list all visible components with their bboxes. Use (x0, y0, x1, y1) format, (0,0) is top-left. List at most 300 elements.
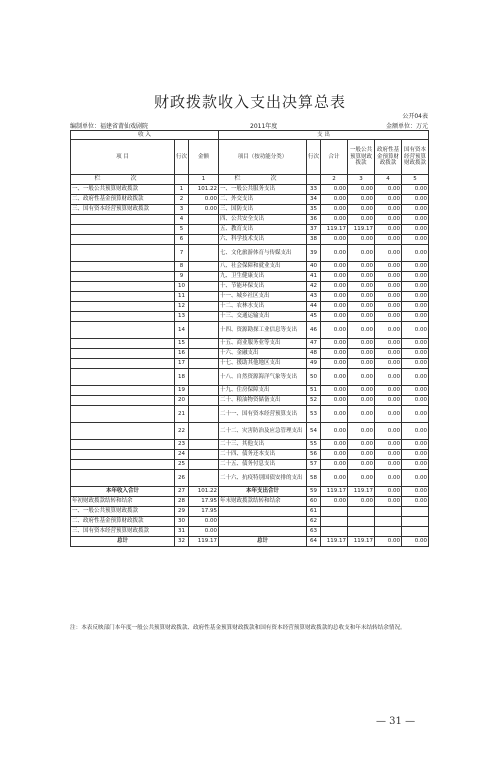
expense-state-cap: 0.00 (402, 450, 429, 460)
expense-total (321, 507, 348, 517)
income-row-no: 20 (175, 396, 189, 406)
income-row-no: 10 (175, 282, 189, 292)
expense-item: 十六、金融支出 (219, 349, 307, 359)
expense-item: 十七、援助其他地区支出 (219, 359, 307, 369)
income-item (71, 282, 175, 292)
expense-gov-fund: 0.00 (375, 497, 402, 507)
expense-general: 0.00 (348, 292, 375, 302)
report-year: 2011年度 (250, 123, 278, 130)
unit-name (70, 121, 148, 130)
income-row-no: 7 (175, 245, 189, 262)
income-item (71, 440, 175, 450)
expense-gov-fund: 0.00 (375, 359, 402, 369)
expense-item: 二十一、国有资本经营预算支出 (219, 406, 307, 423)
expense-gov-fund: 0.00 (375, 369, 402, 386)
expense-gov-fund: 0.00 (375, 396, 402, 406)
expense-item: 十二、农林水支出 (219, 302, 307, 312)
expense-item: 十九、住房保障支出 (219, 386, 307, 396)
expense-item: 二十六、抗疫特别国债安排的支出 (219, 470, 307, 487)
income-amount (189, 339, 219, 349)
expense-general: 0.00 (348, 349, 375, 359)
expense-total: 0.00 (321, 272, 348, 282)
income-item (71, 470, 175, 487)
expense-total: 0.00 (321, 322, 348, 339)
income-amount (189, 470, 219, 487)
table-row (71, 537, 429, 547)
income-row-no: 1 (175, 185, 189, 195)
income-item (71, 423, 175, 440)
expense-item: 七、文化旅游体育与传媒支出 (219, 245, 307, 262)
income-row-no: 16 (175, 349, 189, 359)
table-row (71, 339, 429, 349)
table-row (71, 450, 429, 460)
expense-row-no: 46 (307, 322, 321, 339)
income-amount (189, 369, 219, 386)
expense-state-cap: 0.00 (402, 205, 429, 215)
expense-gov-fund: 0.00 (375, 235, 402, 245)
expense-row-no: 58 (307, 470, 321, 487)
expense-general: 0.00 (348, 406, 375, 423)
income-item: 三、国有资本经营预算财政拨款 (71, 527, 175, 537)
subhead-label-2: 栏 次 (219, 175, 307, 185)
expense-total: 0.00 (321, 282, 348, 292)
expense-general: 0.00 (348, 245, 375, 262)
table-row (71, 245, 429, 262)
table-row (71, 396, 429, 406)
subhead-n3: 3 (348, 175, 375, 185)
expense-item: 十三、交通运输支出 (219, 312, 307, 322)
income-row-no: 30 (175, 517, 189, 527)
expense-item: 一、一般公共服务支出 (219, 185, 307, 195)
expense-item: 十五、商业服务业等支出 (219, 339, 307, 349)
expense-state-cap: 0.00 (402, 322, 429, 339)
expense-item: 六、科学技术支出 (219, 235, 307, 245)
income-amount: 17.95 (189, 497, 219, 507)
income-item: 一、一般公共预算财政拨款 (71, 507, 175, 517)
expense-state-cap: 0.00 (402, 272, 429, 282)
income-amount (189, 359, 219, 369)
expense-row-no: 43 (307, 292, 321, 302)
expense-general: 0.00 (348, 386, 375, 396)
table-row (71, 487, 429, 497)
income-item (71, 460, 175, 470)
expense-row-no: 34 (307, 195, 321, 205)
expense-total: 119.17 (321, 487, 348, 497)
income-row-no: 9 (175, 272, 189, 282)
table-row (71, 235, 429, 245)
income-item: 本年收入合计 (71, 487, 175, 497)
expense-total: 0.00 (321, 339, 348, 349)
table-row (71, 185, 429, 195)
col-row-no: 行次 (175, 140, 189, 175)
expense-gov-fund: 0.00 (375, 292, 402, 302)
income-amount (189, 292, 219, 302)
expense-state-cap: 0.00 (402, 302, 429, 312)
income-amount: 17.95 (189, 507, 219, 517)
expense-state-cap: 0.00 (402, 406, 429, 423)
expense-item: 二十二、灾害防治及应急管理支出 (219, 423, 307, 440)
expense-gov-fund: 0.00 (375, 245, 402, 262)
income-row-no: 6 (175, 235, 189, 245)
subhead-label: 栏 次 (71, 175, 175, 185)
income-amount (189, 450, 219, 460)
expense-state-cap (402, 527, 429, 537)
expense-general (348, 527, 375, 537)
expense-gov-fund: 0.00 (375, 537, 402, 547)
income-amount: 101.22 (189, 487, 219, 497)
subhead-n1: 1 (189, 175, 219, 185)
income-row-no: 26 (175, 470, 189, 487)
expense-gov-fund: 0.00 (375, 339, 402, 349)
expense-gov-fund (375, 527, 402, 537)
table-row (71, 386, 429, 396)
expense-row-no: 64 (307, 537, 321, 547)
expense-total: 0.00 (321, 205, 348, 215)
expense-gov-fund: 0.00 (375, 312, 402, 322)
expense-gov-fund: 0.00 (375, 302, 402, 312)
expense-state-cap: 0.00 (402, 369, 429, 386)
income-item (71, 450, 175, 460)
income-amount (189, 423, 219, 440)
expense-general: 0.00 (348, 312, 375, 322)
expense-total: 0.00 (321, 185, 348, 195)
expense-general: 119.17 (348, 487, 375, 497)
expense-gov-fund: 0.00 (375, 349, 402, 359)
income-row-no: 8 (175, 262, 189, 272)
expense-total: 0.00 (321, 302, 348, 312)
table-row (71, 507, 429, 517)
budget-table (70, 130, 429, 547)
expense-row-no: 59 (307, 487, 321, 497)
expense-general: 0.00 (348, 369, 375, 386)
income-row-no: 29 (175, 507, 189, 517)
expense-total: 0.00 (321, 312, 348, 322)
col-total: 合计 (321, 140, 348, 175)
expense-item: 年末财政拨款结转和结余 (219, 497, 307, 507)
table-row (71, 292, 429, 302)
expense-item: 二十、粮油物资储备支出 (219, 396, 307, 406)
expense-gov-fund: 0.00 (375, 185, 402, 195)
expense-total: 0.00 (321, 470, 348, 487)
expense-item: 二十三、其他支出 (219, 440, 307, 450)
expense-total: 0.00 (321, 195, 348, 205)
expense-row-no: 39 (307, 245, 321, 262)
expense-total: 0.00 (321, 235, 348, 245)
subhead-blank (175, 175, 189, 185)
income-row-no: 21 (175, 406, 189, 423)
table-row (71, 470, 429, 487)
expense-state-cap: 0.00 (402, 195, 429, 205)
table-row (71, 205, 429, 215)
expense-state-cap: 0.00 (402, 487, 429, 497)
expense-state-cap: 0.00 (402, 386, 429, 396)
expense-general: 0.00 (348, 195, 375, 205)
expense-general: 0.00 (348, 450, 375, 460)
income-row-no: 17 (175, 359, 189, 369)
expense-general: 0.00 (348, 205, 375, 215)
expense-total: 0.00 (321, 396, 348, 406)
expense-general: 0.00 (348, 440, 375, 450)
expense-item: 三、国防支出 (219, 205, 307, 215)
expense-general: 0.00 (348, 185, 375, 195)
income-item (71, 339, 175, 349)
expense-total: 0.00 (321, 215, 348, 225)
table-row (71, 215, 429, 225)
expense-item: 四、公共安全支出 (219, 215, 307, 225)
income-item (71, 245, 175, 262)
income-header: 收 入 (71, 131, 219, 140)
col-gov-fund: 政府性基金预算财政拨款 (375, 140, 402, 175)
amount-unit: 金额单位：万元 (385, 123, 428, 130)
expense-total: 0.00 (321, 359, 348, 369)
income-row-no: 25 (175, 460, 189, 470)
expense-state-cap (402, 517, 429, 527)
expense-row-no: 35 (307, 205, 321, 215)
income-row-no: 19 (175, 386, 189, 396)
expense-total (321, 517, 348, 527)
expense-gov-fund: 0.00 (375, 205, 402, 215)
income-amount (189, 225, 219, 235)
expense-total: 0.00 (321, 349, 348, 359)
expense-total: 0.00 (321, 460, 348, 470)
income-item: 一、一般公共预算财政拨款 (71, 185, 175, 195)
income-item: 总计 (71, 537, 175, 547)
expense-state-cap: 0.00 (402, 292, 429, 302)
income-row-no: 5 (175, 225, 189, 235)
income-amount (189, 282, 219, 292)
expense-row-no: 63 (307, 527, 321, 537)
income-amount (189, 235, 219, 245)
income-row-no: 22 (175, 423, 189, 440)
income-row-no: 23 (175, 440, 189, 450)
expense-total (321, 527, 348, 537)
income-row-no: 4 (175, 215, 189, 225)
expense-header: 支 出 (219, 131, 429, 140)
table-row (71, 369, 429, 386)
expense-state-cap: 0.00 (402, 312, 429, 322)
income-item (71, 396, 175, 406)
table-row (71, 272, 429, 282)
income-amount (189, 386, 219, 396)
subhead-n2: 2 (321, 175, 348, 185)
expense-total: 119.17 (321, 225, 348, 235)
expense-general: 0.00 (348, 235, 375, 245)
income-item (71, 312, 175, 322)
expense-general: 0.00 (348, 339, 375, 349)
expense-state-cap: 0.00 (402, 423, 429, 440)
expense-general: 0.00 (348, 272, 375, 282)
footnote: 注：本表反映部门本年度一般公共预算财政拨款、政府性基金预算财政拨款和国有资本经营预算财政拨款的总收支和年末结转结余情况。 (70, 625, 406, 631)
income-amount: 101.22 (189, 185, 219, 195)
col-func-item: 项目（按功能分类） (219, 140, 307, 175)
expense-row-no: 40 (307, 262, 321, 272)
page-title: 财政拨款收入支出决算总表 (153, 93, 346, 111)
expense-gov-fund: 0.00 (375, 487, 402, 497)
table-row (71, 322, 429, 339)
income-row-no: 14 (175, 322, 189, 339)
income-item (71, 272, 175, 282)
income-item (71, 292, 175, 302)
expense-row-no: 57 (307, 460, 321, 470)
expense-state-cap: 0.00 (402, 262, 429, 272)
col-row-no-2: 行次 (307, 140, 321, 175)
expense-item: 本年支出合计 (219, 487, 307, 497)
income-item (71, 302, 175, 312)
col-state-cap: 国有资本经营预算财政拨款 (402, 140, 429, 175)
income-amount (189, 312, 219, 322)
expense-item (219, 517, 307, 527)
expense-row-no: 45 (307, 312, 321, 322)
expense-item: 八、社会保障和就业支出 (219, 262, 307, 272)
expense-state-cap: 0.00 (402, 215, 429, 225)
expense-general: 0.00 (348, 423, 375, 440)
income-row-no: 27 (175, 487, 189, 497)
expense-state-cap: 0.00 (402, 349, 429, 359)
expense-row-no: 33 (307, 185, 321, 195)
income-row-no: 28 (175, 497, 189, 507)
income-item: 三、国有资本经营预算财政拨款 (71, 205, 175, 215)
expense-row-no: 48 (307, 349, 321, 359)
col-item: 项 目 (71, 140, 175, 175)
expense-total: 0.00 (321, 406, 348, 423)
col-amount: 金额 (189, 140, 219, 175)
table-row (71, 262, 429, 272)
expense-general (348, 517, 375, 527)
expense-general: 0.00 (348, 470, 375, 487)
expense-gov-fund: 0.00 (375, 440, 402, 450)
expense-total: 0.00 (321, 369, 348, 386)
expense-gov-fund: 0.00 (375, 386, 402, 396)
income-amount (189, 215, 219, 225)
table-row (71, 440, 429, 450)
expense-item: 总计 (219, 537, 307, 547)
expense-total: 0.00 (321, 423, 348, 440)
income-amount (189, 302, 219, 312)
expense-row-no: 37 (307, 225, 321, 235)
expense-item: 二十五、债务付息支出 (219, 460, 307, 470)
income-item: 二、政府性基金预算财政拨款 (71, 517, 175, 527)
income-row-no: 18 (175, 369, 189, 386)
expense-total: 0.00 (321, 262, 348, 272)
expense-general: 0.00 (348, 215, 375, 225)
expense-state-cap: 0.00 (402, 359, 429, 369)
expense-state-cap: 0.00 (402, 440, 429, 450)
expense-gov-fund: 0.00 (375, 195, 402, 205)
expense-row-no: 60 (307, 497, 321, 507)
expense-gov-fund: 0.00 (375, 322, 402, 339)
expense-state-cap: 0.00 (402, 282, 429, 292)
income-item (71, 349, 175, 359)
income-item (71, 406, 175, 423)
expense-gov-fund: 0.00 (375, 225, 402, 235)
expense-state-cap: 0.00 (402, 339, 429, 349)
expense-general: 0.00 (348, 322, 375, 339)
expense-general (348, 507, 375, 517)
income-row-no: 24 (175, 450, 189, 460)
income-item (71, 359, 175, 369)
income-amount (189, 245, 219, 262)
expense-gov-fund: 0.00 (375, 470, 402, 487)
expense-item: 九、卫生健康支出 (219, 272, 307, 282)
expense-total: 0.00 (321, 245, 348, 262)
expense-item (219, 507, 307, 517)
income-row-no: 11 (175, 292, 189, 302)
expense-total: 0.00 (321, 292, 348, 302)
expense-item: 十、节能环保支出 (219, 282, 307, 292)
expense-state-cap: 0.00 (402, 537, 429, 547)
expense-state-cap (402, 507, 429, 517)
unit-label: 编制单位： (70, 123, 101, 130)
expense-row-no: 49 (307, 359, 321, 369)
income-item (71, 215, 175, 225)
expense-general: 0.00 (348, 262, 375, 272)
expense-gov-fund: 0.00 (375, 423, 402, 440)
expense-total: 0.00 (321, 386, 348, 396)
expense-general: 119.17 (348, 537, 375, 547)
expense-state-cap: 0.00 (402, 235, 429, 245)
subhead-n5: 5 (402, 175, 429, 185)
expense-general: 0.00 (348, 302, 375, 312)
expense-gov-fund: 0.00 (375, 282, 402, 292)
expense-item: 二十四、债务还本支出 (219, 450, 307, 460)
expense-gov-fund: 0.00 (375, 460, 402, 470)
expense-general: 0.00 (348, 359, 375, 369)
expense-row-no: 51 (307, 386, 321, 396)
expense-gov-fund (375, 517, 402, 527)
expense-item: 十一、城乡社区支出 (219, 292, 307, 302)
income-row-no: 12 (175, 302, 189, 312)
income-item (71, 369, 175, 386)
income-item (71, 322, 175, 339)
subhead-n4: 4 (375, 175, 402, 185)
expense-row-no: 54 (307, 423, 321, 440)
expense-row-no: 47 (307, 339, 321, 349)
income-amount (189, 396, 219, 406)
income-amount: 0.00 (189, 205, 219, 215)
expense-total: 0.00 (321, 450, 348, 460)
unit-value: 福建省莆仙戏剧院 (100, 123, 149, 130)
expense-gov-fund: 0.00 (375, 262, 402, 272)
table-row (71, 497, 429, 507)
income-amount (189, 349, 219, 359)
expense-state-cap: 0.00 (402, 497, 429, 507)
income-amount: 0.00 (189, 195, 219, 205)
table-row (71, 282, 429, 292)
expense-item: 十八、自然资源海洋气象等支出 (219, 369, 307, 386)
income-row-no: 3 (175, 205, 189, 215)
table-row (71, 225, 429, 235)
income-item (71, 235, 175, 245)
income-amount: 0.00 (189, 517, 219, 527)
page-number: — 31 — (376, 716, 416, 727)
income-row-no: 31 (175, 527, 189, 537)
table-row (71, 460, 429, 470)
income-item: 二、政府性基金预算财政拨款 (71, 195, 175, 205)
income-row-no: 32 (175, 537, 189, 547)
income-item (71, 262, 175, 272)
income-row-no: 15 (175, 339, 189, 349)
expense-state-cap: 0.00 (402, 460, 429, 470)
expense-row-no: 53 (307, 406, 321, 423)
income-amount: 0.00 (189, 527, 219, 537)
expense-row-no: 38 (307, 235, 321, 245)
expense-total: 0.00 (321, 440, 348, 450)
col-general: 一般公共预算财政拨款 (348, 140, 375, 175)
expense-item: 十四、资源勘探工业信息等支出 (219, 322, 307, 339)
expense-row-no: 42 (307, 282, 321, 292)
expense-row-no: 55 (307, 440, 321, 450)
income-amount (189, 322, 219, 339)
